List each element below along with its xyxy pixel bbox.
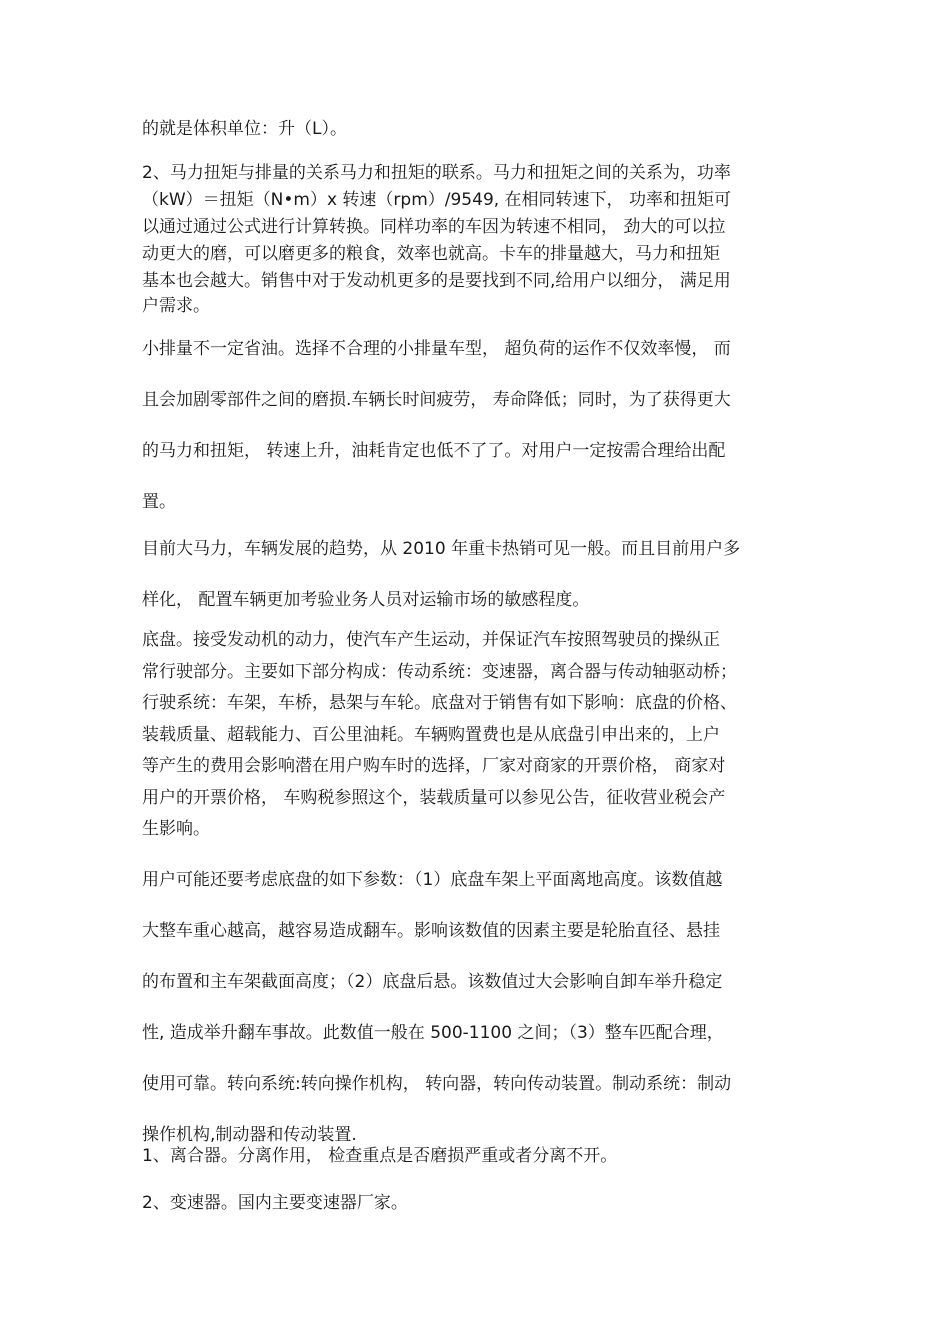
- text-line: 等产生的费用会影响潜在用户购车时的选择，厂家对商家的开票价格， 商家对: [142, 756, 726, 776]
- text-line: 的马力和扭矩， 转速上升，油耗肯定也低不了了。对用户一定按需合理给出配: [142, 441, 726, 461]
- text-line: 用户的开票价格， 车购税参照这个，装载质量可以参见公告，征收营业税会产: [142, 787, 726, 808]
- text-line: 性, 造成举升翻车事故。此数值一般在 500-1100 之间；（3）整车匹配合理，: [142, 1023, 724, 1043]
- text-line: 装载质量、超载能力、百公里油耗。车辆购置费也是从底盘引申出来的，上户: [142, 724, 720, 745]
- text-line: 常行驶部分。主要如下部分构成：传动系统：变速器，离合器与传动轴驱动桥；: [142, 661, 737, 682]
- text-line: 使用可靠。转向系统:转向操作机构， 转向器，转向传动装置。制动系统：制动: [142, 1074, 732, 1094]
- paragraph-horsepower-torque: [142, 160, 832, 317]
- paragraph-chassis-parameters: [142, 867, 832, 1173]
- text-line: 2、马力扭矩与排量的关系马力和扭矩的联系。马力和扭矩之间的关系为，功率: [142, 163, 731, 183]
- text-line: 小排量不一定省油。选择不合理的小排量车型， 超负荷的运作不仅效率慢， 而: [142, 339, 731, 359]
- text-line: 行驶系统：车架，车桥，悬架与车轮。底盘对于销售有如下影响：底盘的价格、: [142, 693, 737, 713]
- text-line: 且会加剧零部件之间的磨损.车辆长时间疲劳， 寿命降低；同时，为了获得更大: [142, 390, 731, 410]
- paragraph-chassis: [142, 627, 832, 848]
- text-line: 置。: [142, 492, 176, 512]
- text-line: 操作机构,制动器和传动装置.: [142, 1125, 357, 1145]
- text-line: 底盘。接受发动机的动力，使汽车产生运动，并保证汽车按照驾驶员的操纵正: [142, 630, 720, 650]
- paragraph-small-displacement: [142, 336, 832, 540]
- text-line: 动更大的磨，可以磨更多的粮食，效率也就高。卡车的排量越大，马力和扭矩: [142, 244, 720, 264]
- text-line: 用户可能还要考虑底盘的如下参数：（1）底盘车架上平面离地高度。该数值越: [142, 870, 723, 890]
- text-line: 户需求。: [142, 296, 210, 316]
- text-line: 大整车重心越高，越容易造成翻车。影响该数值的因素主要是轮胎直径、悬挂: [142, 921, 720, 941]
- text-line: 1、离合器。分离作用， 检查重点是否磨损严重或者分离不开。: [142, 1146, 618, 1166]
- text-line: 以通过通过公式进行计算转换。同样功率的车因为转速不相同， 劲大的可以拉: [142, 217, 726, 237]
- text-line: 目前大马力，车辆发展的趋势，从 2010 年重卡热销可见一般。而且目前用户多: [142, 539, 741, 559]
- text-line: 2、变速器。国内主要变速器厂家。: [142, 1193, 408, 1213]
- text-line: 的布置和主车架截面高度；（2）底盘后悬。该数值过大会影响自卸车举升稳定: [142, 972, 723, 992]
- paragraph-gearbox: [142, 1190, 832, 1217]
- text-line: 生影响。: [142, 819, 210, 839]
- paragraph-clutch: [142, 1143, 832, 1170]
- paragraph-high-horsepower-trend: [142, 536, 832, 638]
- text-line: 样化， 配置车辆更加考验业务人员对运输市场的敏感程度。: [142, 590, 590, 610]
- text-line: （kW）＝扭矩（N•m）x 转速（rpm）/9549, 在相同转速下， 功率和扭矩可: [142, 190, 731, 210]
- text-line: 基本也会越大。销售中对于发动机更多的是要找到不同,给用户以细分， 满足用: [142, 271, 731, 291]
- paragraph-volume-unit: [142, 116, 832, 143]
- text-line: 的就是体积单位：升（L）。: [142, 119, 347, 139]
